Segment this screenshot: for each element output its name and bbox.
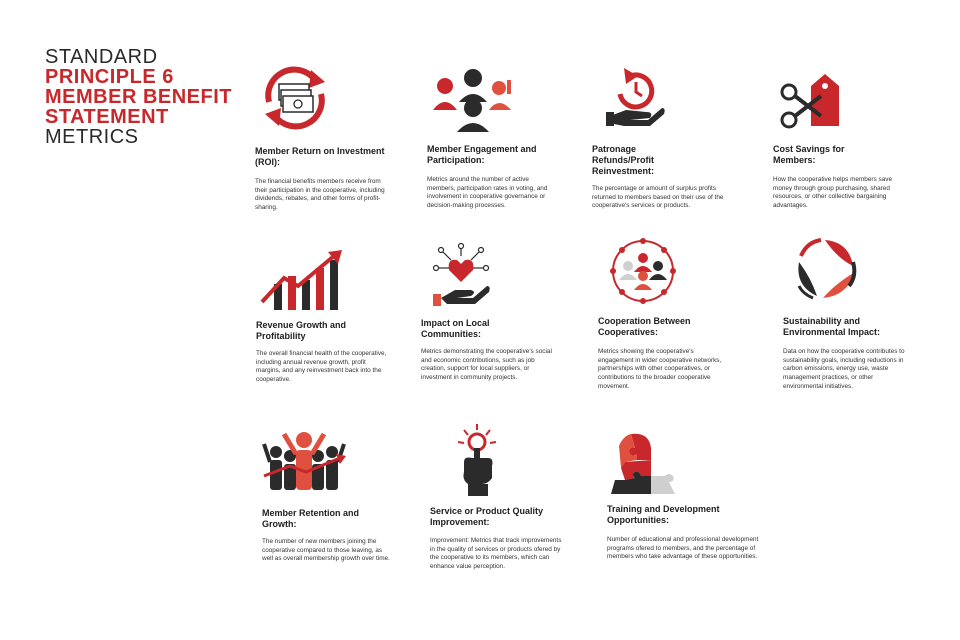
metric-heading: Impact on Local Communities:: [421, 318, 490, 339]
hand-refund-icon: [606, 64, 666, 130]
leaf-cycle-icon: [791, 236, 861, 302]
scissors-tag-icon: [777, 72, 843, 132]
metric-description: Number of educational and professional development programs ofered to members, and the percentage of members who take advantage of these opportunities.: [607, 536, 759, 561]
metric-heading: Member Engagement and Participation:: [427, 144, 537, 165]
metric-card-retention: [262, 428, 412, 588]
metric-heading: Patronage Refunds/Profit Reinvestment:: [592, 144, 655, 176]
metric-heading: Sustainability and Environmental Impact:: [783, 316, 881, 337]
metric-card-cooperation: [598, 236, 748, 406]
metric-heading: Cooperation Between Cooperatives:: [598, 316, 691, 337]
page-title: [45, 47, 245, 147]
metric-card-cost-savings: [773, 72, 923, 242]
metric-heading: Revenue Growth and Profitability: [256, 320, 347, 341]
metric-card-engagement: [427, 66, 577, 236]
metric-card-local-communities: [421, 242, 571, 402]
metric-heading: Member Retention and Growth:: [262, 508, 360, 529]
metric-heading: Cost Savings for Members:: [773, 144, 845, 165]
idea-fist-icon: [452, 422, 502, 496]
metric-description: How the cooperative helps members save money through group purchasing, shared resources, or other collective bargaining advantages.: [773, 176, 892, 210]
metric-card-roi: [255, 60, 405, 230]
title-line-member-benefit: MEMBER BENEFIT: [45, 86, 232, 108]
metric-heading: Member Return on Investment (ROI):: [255, 146, 385, 167]
metric-card-revenue-growth: [256, 250, 406, 410]
metric-description: Metrics showing the cooperative's engagement in wider cooperative networks, partnerships with other cooperatives, or contributions to the broader cooperative movement.: [598, 348, 722, 390]
metric-heading: Training and Development Opportunities:: [607, 504, 720, 525]
hand-heart-icon: [427, 242, 497, 308]
metric-description: Metrics demonstrating the cooperative's social and economic contributions, such as job creation, support for local suppliers, or investment in community projects.: [421, 348, 552, 382]
title-line-standard: STANDARD: [45, 46, 158, 68]
network-circle-icon: [608, 236, 678, 306]
metric-heading: Service or Product Quality Improvement:: [430, 506, 544, 527]
metric-description: The number of new members joining the cooperative compared to those leaving, as well as overall membership growth over time.: [262, 538, 390, 563]
growth-chart-icon: [260, 250, 346, 312]
metric-description: The overall financial health of the cooperative, including annual revenue growth, profit margins, and any reinvestment back into the cooperative.: [256, 350, 387, 384]
title-line-statement: STATEMENT: [45, 106, 169, 128]
metric-card-sustainability: [783, 236, 933, 406]
metric-description: Improvement: Metrics that track improvements in the quality of services or products ofered by the cooperative to its members, which can enhance value perception.: [430, 537, 562, 571]
metric-card-patronage: [592, 64, 742, 234]
money-cycle-icon: [255, 60, 335, 135]
metric-description: The percentage or amount of surplus profits returned to members based on their use of the cooperative's services or products.: [592, 185, 724, 210]
metric-card-training: [607, 432, 757, 592]
puzzle-head-icon: [609, 432, 679, 496]
title-line-principle: PRINCIPLE 6: [45, 66, 174, 88]
metric-description: Metrics around the number of active members, participation rates in voting, and involvement in cooperative governance or decision-making processes.: [427, 176, 548, 210]
team-growth-icon: [262, 428, 346, 496]
metric-card-service-quality: [430, 422, 580, 592]
metric-description: The financial benefits members receive from their participation in the cooperative, including dividends, rebates, and other forms of profit-sharing.: [255, 178, 385, 212]
people-group-icon: [431, 66, 517, 136]
metric-description: Data on how the cooperative contributes to sustainability goals, including reductions in carbon emissions, energy use, waste management practices, or other environmental initiatives.: [783, 348, 905, 390]
title-line-metrics: METRICS: [45, 126, 139, 148]
